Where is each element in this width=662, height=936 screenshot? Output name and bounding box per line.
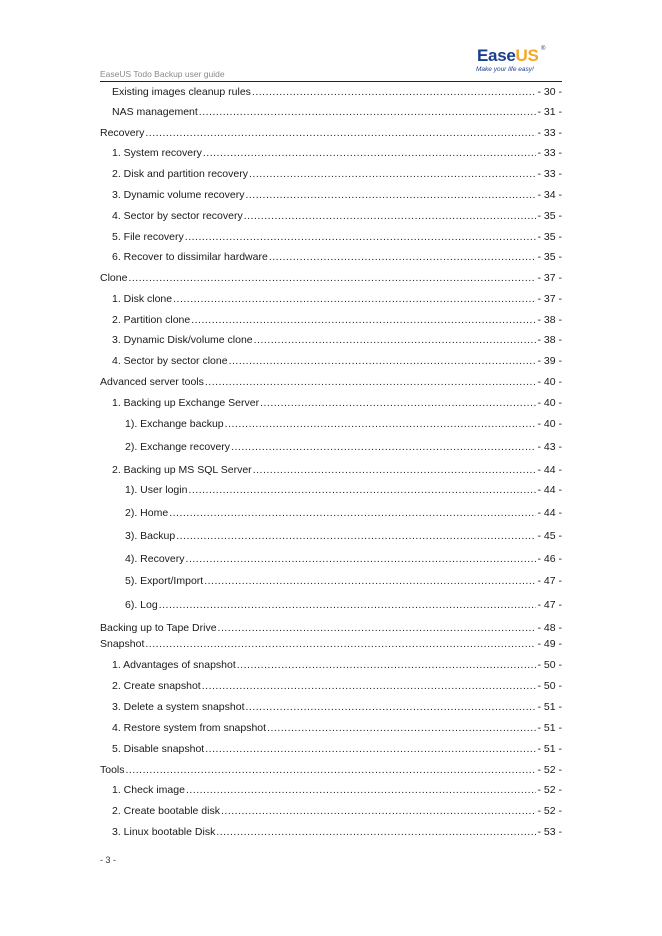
toc-dot-leader	[205, 375, 537, 389]
toc-entry-title: 6. Recover to dissimilar hardware	[112, 251, 268, 263]
toc-dot-leader	[253, 463, 537, 477]
toc-entry-title: Tools	[100, 764, 125, 776]
toc-entry[interactable]	[112, 230, 562, 244]
toc-entry-page: - 43 -	[537, 441, 562, 453]
toc-entry-page: - 40 -	[537, 397, 562, 409]
toc-entry-page: - 39 -	[537, 355, 562, 367]
toc-entry[interactable]	[112, 804, 562, 818]
toc-entry[interactable]	[112, 105, 562, 119]
toc-entry-page: - 47 -	[537, 575, 562, 587]
toc-dot-leader	[159, 598, 537, 612]
toc-dot-leader	[231, 440, 536, 454]
toc-entry-page: - 45 -	[537, 530, 562, 542]
toc-dot-leader	[186, 552, 537, 566]
toc-entry-page: - 33 -	[537, 147, 562, 159]
toc-entry-page: - 53 -	[537, 826, 562, 838]
toc-entry[interactable]	[100, 763, 562, 777]
toc-entry[interactable]	[125, 506, 562, 520]
toc-entry-page: - 30 -	[537, 86, 562, 98]
toc-entry-page: - 44 -	[537, 507, 562, 519]
toc-entry-title: 3). Backup	[125, 530, 176, 542]
toc-dot-leader	[254, 333, 537, 347]
toc-dot-leader	[128, 271, 536, 285]
toc-entry-title: 2. Partition clone	[112, 314, 191, 326]
toc-dot-leader	[176, 529, 536, 543]
toc-dot-leader	[169, 506, 536, 520]
toc-dot-leader	[229, 354, 537, 368]
toc-entry[interactable]	[100, 126, 562, 140]
toc-entry[interactable]	[112, 658, 562, 672]
toc-entry-page: - 40 -	[537, 376, 562, 388]
toc-entry[interactable]	[125, 529, 562, 543]
footer-page-number: - 3 -	[100, 855, 117, 865]
toc-entry-title: 4. Sector by sector clone	[112, 355, 228, 367]
toc-entry[interactable]	[112, 396, 562, 410]
toc-entry-title: 1). User login	[125, 484, 188, 496]
toc-entry-title: 5). Export/Import	[125, 575, 204, 587]
toc-entry-page: - 52 -	[537, 805, 562, 817]
toc-entry-page: - 38 -	[537, 314, 562, 326]
toc-entry-page: - 50 -	[537, 659, 562, 671]
toc-entry-title: 2. Create snapshot	[112, 680, 201, 692]
toc-dot-leader	[188, 483, 536, 497]
toc-entry[interactable]	[112, 679, 562, 693]
toc-entry-title: Existing images cleanup rules	[112, 86, 251, 98]
toc-entry-page: - 35 -	[537, 210, 562, 222]
toc-dot-leader	[199, 105, 537, 119]
toc-entry[interactable]	[112, 85, 562, 99]
toc-dot-leader	[244, 209, 537, 223]
logo-text-us: US	[515, 46, 539, 65]
toc-entry[interactable]	[112, 721, 562, 735]
toc-dot-leader	[203, 146, 537, 160]
toc-entry[interactable]	[112, 783, 562, 797]
toc-entry-page: - 52 -	[537, 784, 562, 796]
toc-entry-title: 4. Sector by sector recovery	[112, 210, 243, 222]
toc-entry[interactable]	[112, 313, 562, 327]
toc-entry-page: - 47 -	[537, 599, 562, 611]
toc-entry-page: - 50 -	[537, 680, 562, 692]
toc-entry-title: Advanced server tools	[100, 376, 204, 388]
toc-dot-leader	[186, 783, 537, 797]
toc-entry-title: 3. Delete a system snapshot	[112, 701, 245, 713]
toc-entry[interactable]	[112, 292, 562, 306]
toc-entry-title: 5. Disable snapshot	[112, 743, 205, 755]
toc-dot-leader	[145, 126, 536, 140]
toc-dot-leader	[205, 742, 536, 756]
toc-entry[interactable]	[112, 146, 562, 160]
toc-entry-page: - 51 -	[537, 743, 562, 755]
toc-entry-title: 2). Home	[125, 507, 169, 519]
toc-entry-title: 1. Advantages of snapshot	[112, 659, 236, 671]
toc-entry[interactable]	[112, 188, 562, 202]
toc-dot-leader	[218, 621, 537, 635]
toc-entry-page: - 49 -	[537, 638, 562, 650]
toc-entry-page: - 37 -	[537, 293, 562, 305]
toc-entry-page: - 44 -	[537, 484, 562, 496]
toc-dot-leader	[246, 700, 537, 714]
toc-dot-leader	[249, 167, 537, 181]
toc-entry-page: - 33 -	[537, 127, 562, 139]
toc-entry-title: Clone	[100, 272, 128, 284]
toc-entry-page: - 52 -	[537, 764, 562, 776]
toc-dot-leader	[225, 417, 537, 431]
toc-entry-title: 1). Exchange backup	[125, 418, 224, 430]
toc-entry-page: - 37 -	[537, 272, 562, 284]
toc-entry-title: 4. Restore system from snapshot	[112, 722, 267, 734]
toc-entry[interactable]	[100, 621, 562, 635]
toc-entry-title: 5. File recovery	[112, 231, 184, 243]
toc-entry-title: 2). Exchange recovery	[125, 441, 231, 453]
toc-entry-page: - 31 -	[537, 106, 562, 118]
toc-dot-leader	[237, 658, 537, 672]
toc-dot-leader	[202, 679, 537, 693]
toc-entry-title: 2. Disk and partition recovery	[112, 168, 248, 180]
toc-dot-leader	[126, 763, 537, 777]
toc-entry-title: Recovery	[100, 127, 145, 139]
toc-dot-leader	[267, 721, 536, 735]
toc-entry-page: - 35 -	[537, 251, 562, 263]
toc-entry-title: 1. System recovery	[112, 147, 202, 159]
toc-dot-leader	[245, 188, 536, 202]
toc-entry[interactable]	[100, 375, 562, 389]
toc-entry-title: NAS management	[112, 106, 198, 118]
toc-entry-page: - 51 -	[537, 722, 562, 734]
toc-entry[interactable]	[125, 574, 562, 588]
toc-entry-title: 4). Recovery	[125, 553, 185, 565]
toc-entry-title: 3. Linux bootable Disk	[112, 826, 216, 838]
toc-entry[interactable]	[112, 354, 562, 368]
toc-dot-leader	[252, 85, 537, 99]
toc-entry-title: 2. Create bootable disk	[112, 805, 220, 817]
toc-entry-page: - 33 -	[537, 168, 562, 180]
toc-entry-title: 1. Check image	[112, 784, 185, 796]
toc-entry-page: - 40 -	[537, 418, 562, 430]
toc-entry[interactable]	[112, 167, 562, 181]
toc-entry[interactable]	[112, 700, 562, 714]
toc-entry-page: - 35 -	[537, 231, 562, 243]
toc-entry-title: Snapshot	[100, 638, 145, 650]
toc-entry-title: Backing up to Tape Drive	[100, 622, 217, 634]
toc-entry-title: 6). Log	[125, 599, 158, 611]
toc-dot-leader	[260, 396, 536, 410]
toc-dot-leader	[269, 250, 537, 264]
toc-entry[interactable]	[112, 825, 562, 839]
toc-entry-title: 1. Backing up Exchange Server	[112, 397, 260, 409]
toc-entry-page: - 51 -	[537, 701, 562, 713]
toc-entry[interactable]	[112, 742, 562, 756]
toc-entry[interactable]	[112, 209, 562, 223]
toc-entry-title: 3. Dynamic volume recovery	[112, 189, 245, 201]
guide-title: EaseUS Todo Backup user guide	[100, 69, 225, 79]
toc-entry[interactable]	[125, 440, 562, 454]
toc-entry[interactable]	[112, 463, 562, 477]
toc-entry-title: 3. Dynamic Disk/volume clone	[112, 334, 253, 346]
toc-dot-leader	[216, 825, 536, 839]
toc-dot-leader	[185, 230, 537, 244]
toc-entry[interactable]	[125, 417, 562, 431]
toc-entry-page: - 44 -	[537, 464, 562, 476]
toc-dot-leader	[173, 292, 536, 306]
toc-entry-title: 2. Backing up MS SQL Server	[112, 464, 252, 476]
registered-mark: ®	[541, 46, 546, 52]
toc-entry[interactable]	[100, 637, 562, 651]
toc-entry[interactable]	[112, 333, 562, 347]
toc-entry-page: - 38 -	[537, 334, 562, 346]
toc-entry-page: - 48 -	[537, 622, 562, 634]
toc-entry-page: - 46 -	[537, 553, 562, 565]
logo-text-ease: Ease	[477, 46, 516, 65]
toc-entry[interactable]	[125, 598, 562, 612]
toc-dot-leader	[204, 574, 536, 588]
toc-entry[interactable]	[125, 483, 562, 497]
logo-tagline: Make your life easy!	[476, 66, 534, 73]
toc-entry[interactable]	[125, 552, 562, 566]
toc-dot-leader	[221, 804, 537, 818]
toc-dot-leader	[145, 637, 536, 651]
toc-dot-leader	[191, 313, 536, 327]
toc-entry-title: 1. Disk clone	[112, 293, 173, 305]
toc-entry[interactable]	[100, 271, 562, 285]
toc-entry-page: - 34 -	[537, 189, 562, 201]
toc-entry[interactable]	[112, 250, 562, 264]
